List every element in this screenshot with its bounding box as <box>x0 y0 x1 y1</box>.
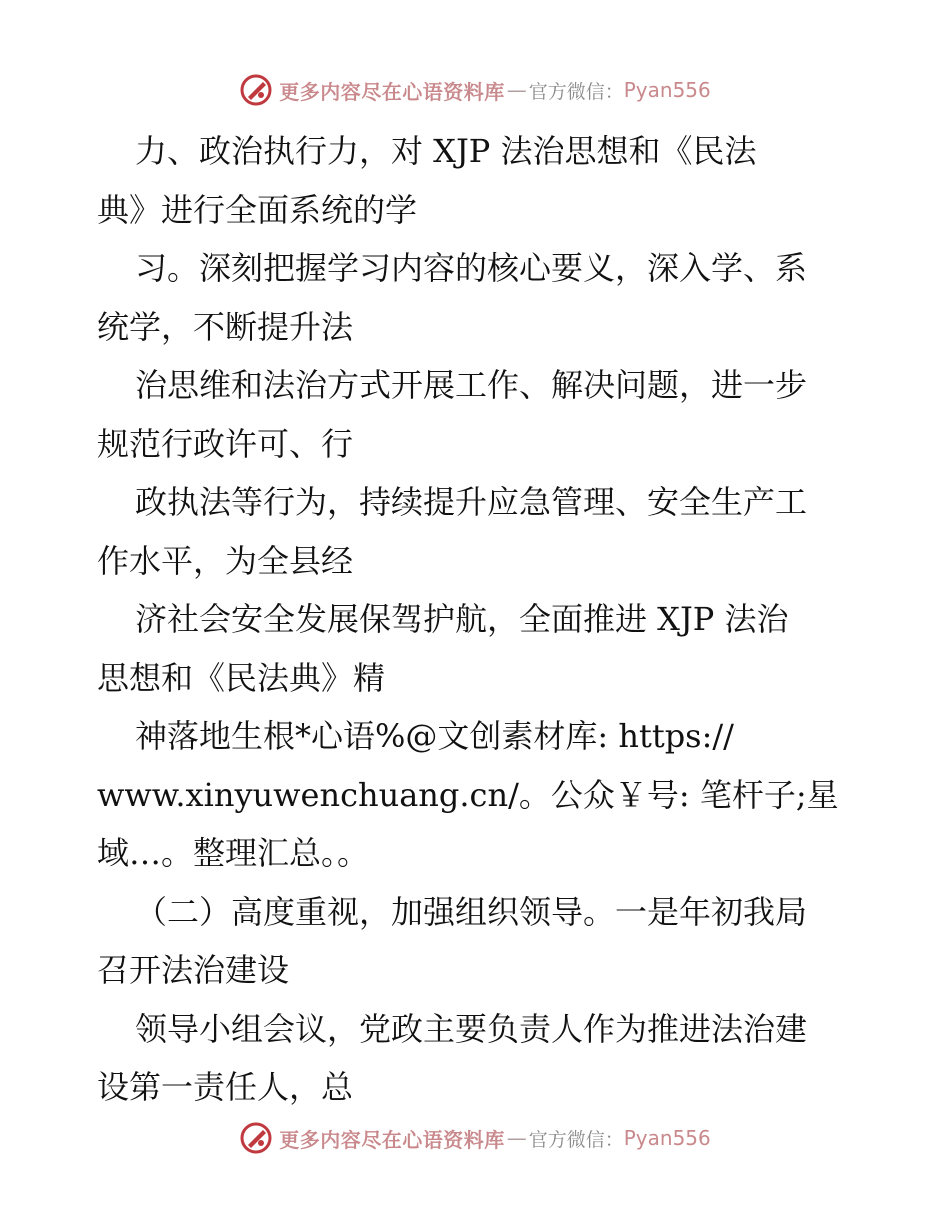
footer-watermark <box>0 1118 950 1158</box>
text-block <box>97 239 857 356</box>
text-line: 领导小组会议，党政主要负责人作为推进法治建 <box>135 1009 808 1048</box>
watermark-site-text: 更多内容尽在心语资料库 <box>279 1127 505 1152</box>
text-line: 规范行政许可、行 <box>97 424 354 463</box>
text-line: 神落地生根*心语%@文创素材库: https:// <box>135 717 734 755</box>
pen-nib-seal-icon <box>239 1121 273 1155</box>
text-line: 域…。整理汇总。。 <box>97 834 370 872</box>
text-line: 治思维和法治方式开展工作、解决问题，进一步 <box>135 366 808 404</box>
text-block <box>97 122 857 239</box>
text-line: 典》进行全面系统的学 <box>97 190 418 229</box>
text-block <box>97 356 857 473</box>
text-line: 设第一责任人，总 <box>97 1068 354 1106</box>
watermark-dash: — <box>506 78 527 102</box>
text-block <box>97 707 857 883</box>
watermark-wechat-label: 官方微信： <box>528 1128 624 1151</box>
watermark-dash: — <box>506 1126 527 1150</box>
watermark-wechat-id: Pyan556 <box>623 1126 711 1150</box>
header-watermark <box>0 70 950 110</box>
text-block <box>97 883 857 1000</box>
text-block <box>97 1000 857 1117</box>
text-line: （二）高度重视，加强组织领导。一是年初我局 <box>135 892 808 931</box>
text-line: 作水平，为全县经 <box>97 541 354 580</box>
watermark-site-text: 更多内容尽在心语资料库 <box>279 79 505 104</box>
document-body <box>97 122 857 1117</box>
text-block <box>97 590 857 707</box>
text-line: www.xinyuwenchuang.cn/。公众￥号: 笔杆子;星 <box>97 775 839 814</box>
text-line: 统学，不断提升法 <box>97 307 354 346</box>
pen-nib-seal-icon <box>239 73 273 107</box>
watermark-wechat-label: 官方微信： <box>528 80 624 103</box>
text-line: 思想和《民法典》精 <box>97 658 386 697</box>
text-line: 召开法治建设 <box>97 951 290 989</box>
text-line: 济社会安全发展保驾护航，全面推进 XJP 法治 <box>135 600 789 638</box>
text-line: 政执法等行为，持续提升应急管理、安全生产工 <box>135 483 808 521</box>
text-line: 力、政治执行力，对 XJP 法治思想和《民法 <box>135 132 757 170</box>
text-line: 习。深刻把握学习内容的核心要义，深入学、系 <box>135 249 808 287</box>
watermark-wechat-id: Pyan556 <box>623 78 711 102</box>
text-block <box>97 473 857 590</box>
